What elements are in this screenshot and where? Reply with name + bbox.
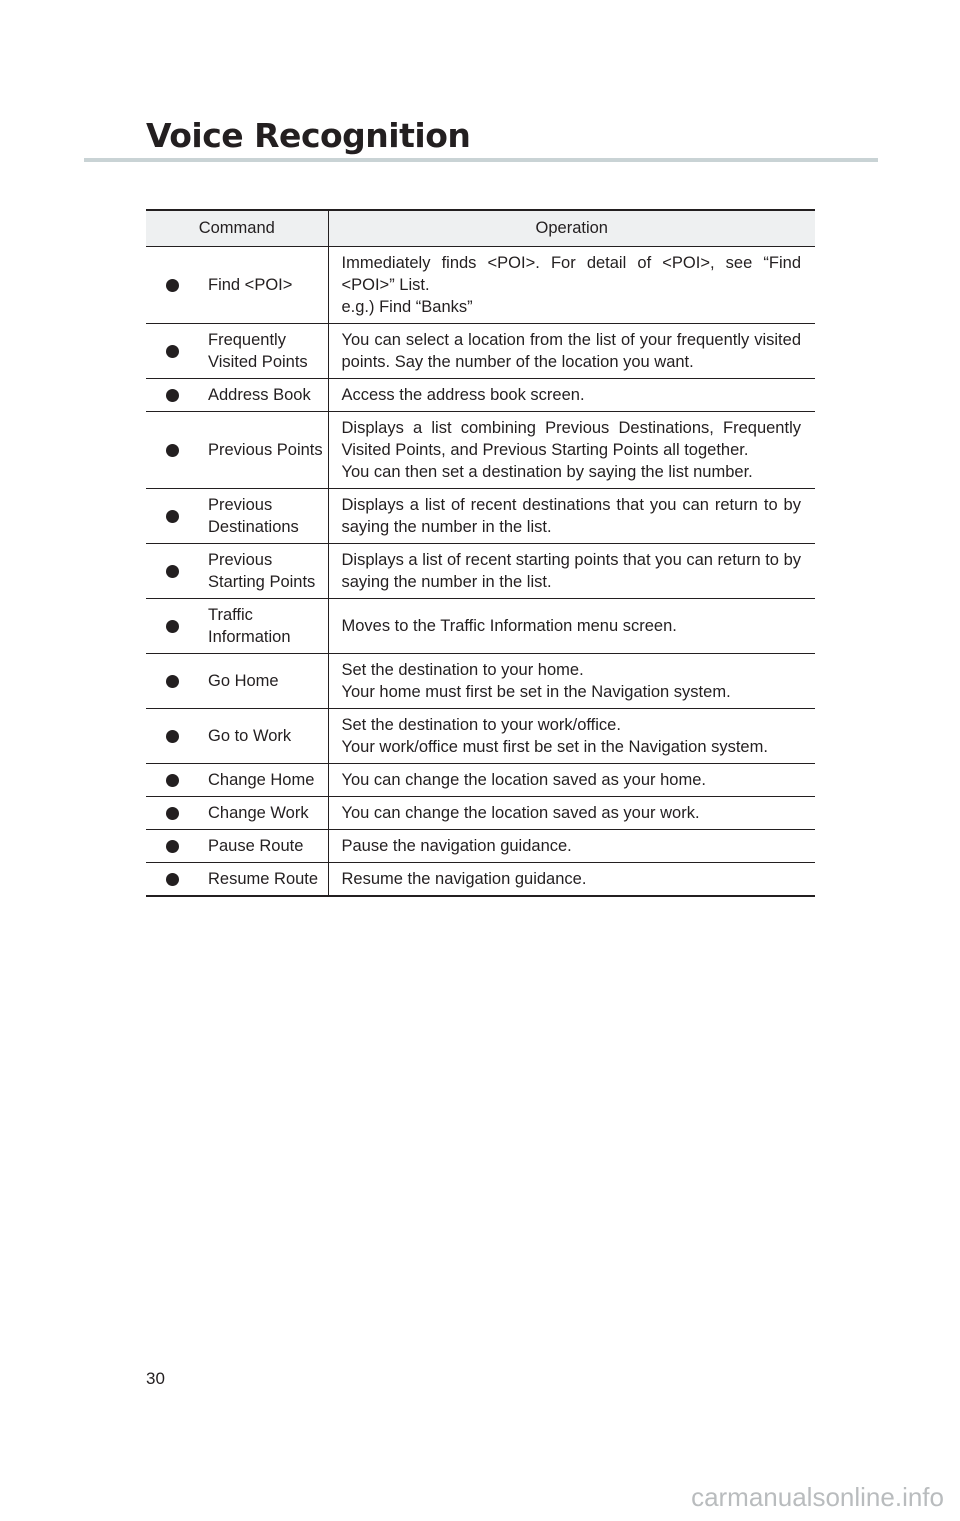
- table-row: [146, 543, 815, 598]
- command-cell: Resume Route: [198, 862, 328, 896]
- command-cell: Go Home: [198, 653, 328, 708]
- operation-text: Moves to the Traffic Information menu screen.: [341, 616, 677, 635]
- operation-text: Displays a list of recent starting points that you can return to by saying the number in the list.: [341, 550, 801, 591]
- bullet-cell: [146, 378, 198, 411]
- bullet-cell: [146, 708, 198, 763]
- table-row: [146, 653, 815, 708]
- operation-cell: [328, 378, 815, 411]
- table-body: [146, 246, 815, 896]
- bullet-icon: [166, 279, 179, 292]
- command-cell: Address Book: [198, 378, 328, 411]
- bullet-icon: [166, 807, 179, 820]
- bullet-cell: [146, 246, 198, 323]
- operation-cell: [328, 653, 815, 708]
- table-row: [146, 708, 815, 763]
- operation-text: Pause the navigation guidance.: [341, 836, 572, 855]
- command-cell: Traffic Information: [198, 598, 328, 653]
- bullet-cell: [146, 862, 198, 896]
- bullet-icon: [166, 444, 179, 457]
- command-cell: Previous Points: [198, 411, 328, 488]
- command-cell: Find <POI>: [198, 246, 328, 323]
- bullet-icon: [166, 620, 179, 633]
- operation-text: You can then set a destination by saying the list number.: [341, 462, 753, 481]
- bullet-icon: [166, 389, 179, 402]
- bullet-cell: [146, 763, 198, 796]
- table-row: [146, 862, 815, 896]
- command-cell: Pause Route: [198, 829, 328, 862]
- command-cell: Change Work: [198, 796, 328, 829]
- operation-text: Displays a list of recent destinations that you can return to by saying the number in the list.: [341, 495, 801, 536]
- bullet-cell: [146, 488, 198, 543]
- operation-cell: [328, 323, 815, 378]
- bullet-icon: [166, 345, 179, 358]
- table-row: [146, 763, 815, 796]
- column-header-operation: Operation: [328, 210, 815, 246]
- operation-text: Set the destination to your home.: [341, 660, 584, 679]
- command-cell: Frequently Visited Points: [198, 323, 328, 378]
- bullet-icon: [166, 675, 179, 688]
- page-number: 30: [146, 1369, 165, 1388]
- operation-cell: [328, 796, 815, 829]
- bullet-icon: [166, 840, 179, 853]
- command-cell: Go to Work: [198, 708, 328, 763]
- operation-cell: [328, 862, 815, 896]
- table-row: [146, 378, 815, 411]
- operation-cell: [328, 598, 815, 653]
- page-title: Voice Recognition: [146, 116, 471, 155]
- bullet-icon: [166, 730, 179, 743]
- operation-text: Your work/office must first be set in the Navigation system.: [341, 737, 768, 756]
- command-cell: Previous Starting Points: [198, 543, 328, 598]
- bullet-cell: [146, 653, 198, 708]
- operation-cell: [328, 411, 815, 488]
- operation-cell: [328, 246, 815, 323]
- bullet-cell: [146, 411, 198, 488]
- bullet-icon: [166, 873, 179, 886]
- table-header-row: [146, 210, 815, 246]
- command-cell: Previous Destinations: [198, 488, 328, 543]
- operation-text: Immediately finds <POI>. For detail of <POI>, see “Find <POI>” List.: [341, 253, 801, 294]
- bullet-cell: [146, 323, 198, 378]
- bullet-cell: [146, 543, 198, 598]
- bullet-icon: [166, 510, 179, 523]
- bullet-cell: [146, 829, 198, 862]
- table-row: [146, 829, 815, 862]
- operation-text: Resume the navigation guidance.: [341, 869, 587, 888]
- bullet-icon: [166, 565, 179, 578]
- table-row: [146, 246, 815, 323]
- operation-text: You can change the location saved as your home.: [341, 770, 706, 789]
- operation-text: Your home must first be set in the Navigation system.: [341, 682, 731, 701]
- operation-cell: [328, 708, 815, 763]
- table-row: [146, 598, 815, 653]
- table-row: [146, 411, 815, 488]
- operation-text: You can change the location saved as your work.: [341, 803, 700, 822]
- command-cell: Change Home: [198, 763, 328, 796]
- table-row: [146, 488, 815, 543]
- title-divider: [84, 158, 878, 162]
- operation-text: You can select a location from the list of your frequently visited points. Say the number of the location you want.: [341, 330, 801, 371]
- operation-cell: [328, 763, 815, 796]
- table-row: [146, 796, 815, 829]
- column-header-command: Command: [146, 210, 328, 246]
- table-row: [146, 323, 815, 378]
- operation-text: Access the address book screen.: [341, 385, 585, 404]
- operation-text: Displays a list combining Previous Destinations, Frequently Visited Points, and Previous Starting Points all together.: [341, 418, 801, 459]
- operation-text: e.g.) Find “Banks”: [341, 297, 473, 316]
- bullet-cell: [146, 796, 198, 829]
- voice-command-table: [146, 209, 815, 897]
- bullet-icon: [166, 774, 179, 787]
- operation-cell: [328, 829, 815, 862]
- operation-cell: [328, 543, 815, 598]
- operation-text: Set the destination to your work/office.: [341, 715, 621, 734]
- operation-cell: [328, 488, 815, 543]
- bullet-cell: [146, 598, 198, 653]
- watermark: carmanualsonline.info: [691, 1482, 944, 1512]
